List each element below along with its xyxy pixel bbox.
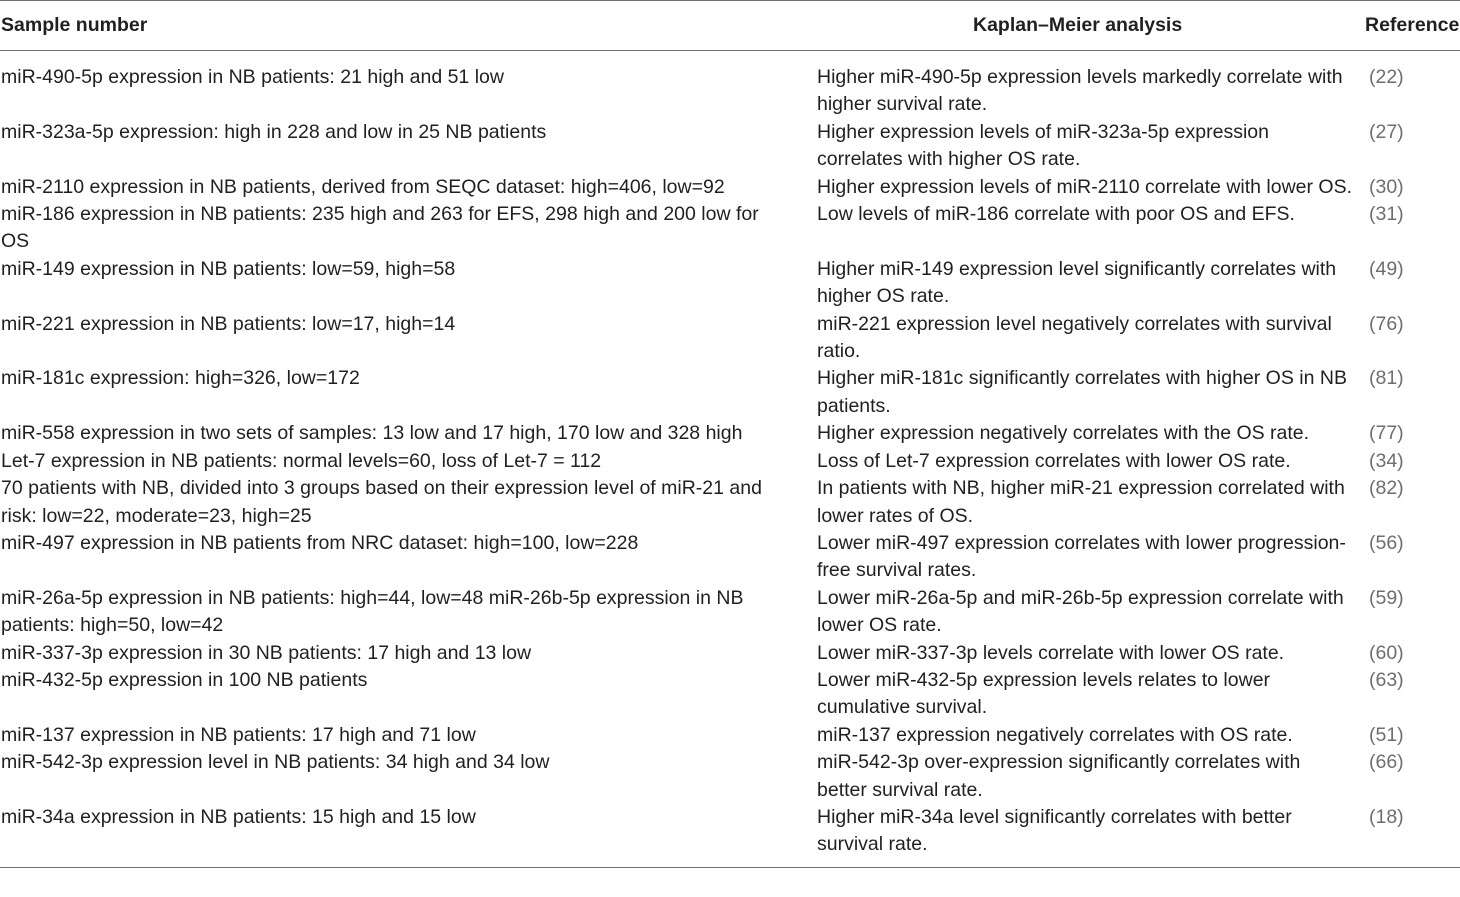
sample-cell: 70 patients with NB, divided into 3 groups based on their expression level of miR-21 and risk: low=22, moderate=23, high=25 (1, 477, 762, 527)
reference-link[interactable]: (27) (1369, 120, 1404, 143)
km-cell: Higher expression levels of miR-323a-5p expression correlates with higher OS rate. (817, 120, 1269, 171)
table-row (0, 420, 1460, 447)
table-row (0, 530, 1460, 585)
km-cell: Higher miR-490-5p expression levels markedly correlate with higher survival rate. (817, 66, 1343, 116)
table-row (0, 749, 1460, 804)
km-cell: Higher miR-181c significantly correlates with higher OS in NB patients. (817, 367, 1347, 417)
reference-link[interactable]: (22) (1369, 66, 1404, 88)
header-row (0, 1, 1460, 51)
table-row (0, 119, 1460, 174)
table-row (0, 640, 1460, 667)
km-cell: Lower miR-337-3p levels correlate with lower OS rate. (817, 641, 1285, 664)
table-row (0, 448, 1460, 475)
table-row (0, 365, 1460, 420)
header-reference: Reference (1365, 1, 1460, 51)
km-cell: Lower miR-26a-5p and miR-26b-5p expression correlate with lower OS rate. (817, 586, 1344, 637)
sample-cell: miR-432-5p expression in 100 NB patients (1, 668, 368, 691)
km-cell: Loss of Let-7 expression correlates with lower OS rate. (817, 449, 1291, 472)
km-cell: Lower miR-497 expression correlates with lower progression-free survival rates. (817, 531, 1346, 582)
km-cell: miR-137 expression negatively correlates with OS rate. (817, 723, 1293, 746)
header-sample-number: Sample number (0, 1, 815, 51)
table-row (0, 256, 1460, 311)
table-bottom-rule (0, 867, 1460, 868)
km-cell: Higher expression levels of miR-2110 correlate with lower OS. (817, 175, 1353, 198)
km-cell: Higher miR-149 expression level significantly correlates with higher OS rate. (817, 257, 1337, 308)
reference-link[interactable]: (31) (1369, 203, 1404, 226)
table-row (0, 804, 1460, 867)
table-row (0, 585, 1460, 640)
sample-cell: miR-181c expression: high=326, low=172 (1, 367, 360, 390)
header-kaplan-meier: Kaplan–Meier analysis (815, 1, 1365, 51)
reference-link[interactable]: (34) (1369, 449, 1404, 472)
reference-link[interactable]: (18) (1369, 805, 1404, 828)
reference-link[interactable]: (77) (1369, 422, 1404, 445)
km-cell: miR-542-3p over-expression significantly correlates with better survival rate. (817, 751, 1301, 801)
reference-link[interactable]: (30) (1369, 175, 1404, 198)
table-row (0, 667, 1460, 722)
sample-cell: miR-323a-5p expression: high in 228 and low in 25 NB patients (1, 120, 547, 143)
sample-cell: miR-149 expression in NB patients: low=59, high=58 (1, 257, 456, 280)
reference-link[interactable]: (63) (1369, 668, 1404, 691)
reference-link[interactable]: (49) (1369, 257, 1404, 280)
sample-cell: miR-337-3p expression in 30 NB patients: 17 high and 13 low (1, 641, 532, 664)
reference-link[interactable]: (59) (1369, 586, 1404, 609)
km-cell: Low levels of miR-186 correlate with poor OS and EFS. (817, 203, 1295, 226)
reference-link[interactable]: (76) (1369, 312, 1404, 335)
table-row (0, 51, 1460, 119)
table-row (0, 475, 1460, 530)
sample-cell: miR-490-5p expression in NB patients: 21 high and 51 low (1, 66, 504, 88)
table-row (0, 722, 1460, 749)
km-cell: miR-221 expression level negatively correlates with survival ratio. (817, 312, 1332, 363)
sample-cell: miR-137 expression in NB patients: 17 high and 71 low (1, 723, 476, 746)
table-row (0, 201, 1460, 256)
sample-cell: miR-221 expression in NB patients: low=17, high=14 (1, 312, 456, 335)
sample-cell: miR-542-3p expression level in NB patients: 34 high and 34 low (1, 751, 550, 774)
sample-cell: miR-558 expression in two sets of samples: 13 low and 17 high, 170 low and 328 high (1, 422, 743, 445)
sample-cell: miR-186 expression in NB patients: 235 high and 263 for EFS, 298 high and 200 low for OS (1, 203, 759, 253)
km-cell: Higher expression negatively correlates with the OS rate. (817, 422, 1310, 445)
table-row (0, 311, 1460, 366)
reference-link[interactable]: (60) (1369, 641, 1404, 664)
km-cell: In patients with NB, higher miR-21 expression correlated with lower rates of OS. (817, 477, 1345, 527)
sample-cell: Let-7 expression in NB patients: normal levels=60, loss of Let-7 = 112 (1, 449, 602, 472)
km-cell: Higher miR-34a level significantly correlates with better survival rate. (817, 805, 1292, 856)
table-body (0, 51, 1460, 867)
km-cell: Lower miR-432-5p expression levels relates to lower cumulative survival. (817, 668, 1271, 719)
reference-link[interactable]: (66) (1369, 751, 1404, 774)
reference-link[interactable]: (81) (1369, 367, 1404, 390)
sample-cell: miR-2110 expression in NB patients, derived from SEQC dataset: high=406, low=92 (1, 175, 725, 198)
sample-cell: miR-26a-5p expression in NB patients: high=44, low=48 miR-26b-5p expression in NB patients: high=50, low=42 (1, 586, 744, 637)
sample-cell: miR-34a expression in NB patients: 15 high and 15 low (1, 805, 476, 828)
reference-link[interactable]: (56) (1369, 531, 1404, 554)
sample-cell: miR-497 expression in NB patients from NRC dataset: high=100, low=228 (1, 531, 639, 554)
reference-link[interactable]: (82) (1369, 477, 1404, 500)
reference-link[interactable]: (51) (1369, 723, 1404, 746)
table-row (0, 174, 1460, 201)
